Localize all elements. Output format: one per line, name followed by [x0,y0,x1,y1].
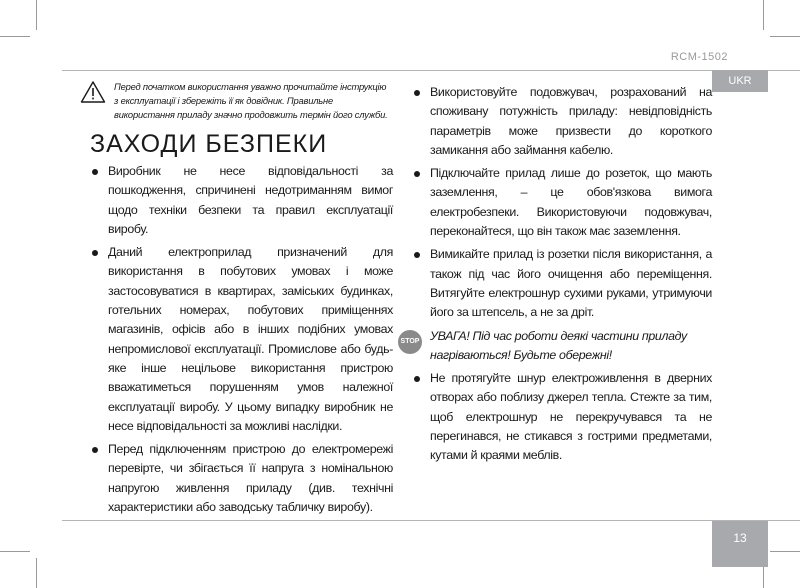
bullet-icon [414,171,420,177]
footer-rule [62,520,800,521]
list-item-text: Підключайте прилад лише до розеток, що мають заземлення, – це обов'язкова вимога електробезпеки. Використовуючи подовжувач, переконайтеся, що він також має заземлення. [430,166,712,239]
list-item-text: Виробник не несе відповідальності за пошкодження, спричинені недотриманням вимог щодо техніки безпеки та правил експлуатації виробу. [108,164,393,236]
list-item [412,245,712,322]
list-item [412,164,712,241]
crop-mark [0,551,30,552]
crop-mark [770,551,800,552]
caution-note [400,327,712,366]
list-item [90,162,393,239]
section-title: ЗАХОДИ БЕЗПЕКИ [90,130,328,158]
list-item [90,440,393,517]
bullet-icon [92,447,98,453]
list-item [412,83,712,160]
list-item-text: Перед підключенням пристрою до електромережі перевірте, чи збігається її напруга з номінальною напругою живлення приладу (див. технічні характеристики або заводську табличку виробу). [108,442,393,515]
right-column [400,83,712,470]
language-tab: UKR [712,70,768,92]
list-item [412,369,712,465]
page-number: 13 [712,521,768,567]
caution-text: УВАГА! Під час роботи деякі частини приладу нагріваються! Будьте обережні! [430,328,687,362]
warning-triangle-icon [80,80,106,104]
bullet-icon [414,252,420,258]
list-item-text: Даний електроприлад призначений для використання в побутових умовах і може застосовуватися в квартирах, заміських будинках, готельних номерах, побутових приміщеннях магазинів, офісів або в інших подібних умовах непромислової експлуатації. Промислове або будь-яке інше нецільове використання пристрою вважатиметься порушенням умов належної експлуатації виробу. У цьому випадку виробник не несе відповідальності за можливі наслідки. [108,245,393,433]
bullet-icon [92,250,98,256]
bullet-icon [414,90,420,96]
bullet-icon [92,169,98,175]
list-item-text: Не протягуйте шнур електроживлення в дверних отворах або поблизу джерел тепла. Стежте за тим, щоб електрошнур не перекручувався та не перегинався, не стикався з гострими предметами, кутами й краями меблів. [430,371,712,463]
crop-mark [770,36,800,37]
left-column [90,162,393,521]
header-rule [62,70,800,71]
crop-mark [36,0,37,30]
crop-mark [36,558,37,588]
warning-text: Перед початком використання уважно прочитайте інструкцію з експлуатації і збережіть її як довідник. Правильне використання приладу значно продовжить термін його служби. [114,81,388,120]
list-item-text: Вимикайте прилад із розетки після використання, а також під час його очищення або переміщення. Витягуйте електрошнур сухими руками, утримуючи його за штепсель, а не за дріт. [430,247,712,320]
crop-mark [763,0,764,30]
model-number: RCM-1502 [670,51,728,63]
crop-mark [0,36,30,37]
list-item [90,243,393,436]
list-item-text: Використовуйте подовжувач, розрахований на споживану потужність приладу: невідповідність параметрів може призвести до короткого замикання або займання кабелю. [430,85,712,157]
stop-icon: STOP [398,330,422,354]
bullet-icon [414,376,420,382]
